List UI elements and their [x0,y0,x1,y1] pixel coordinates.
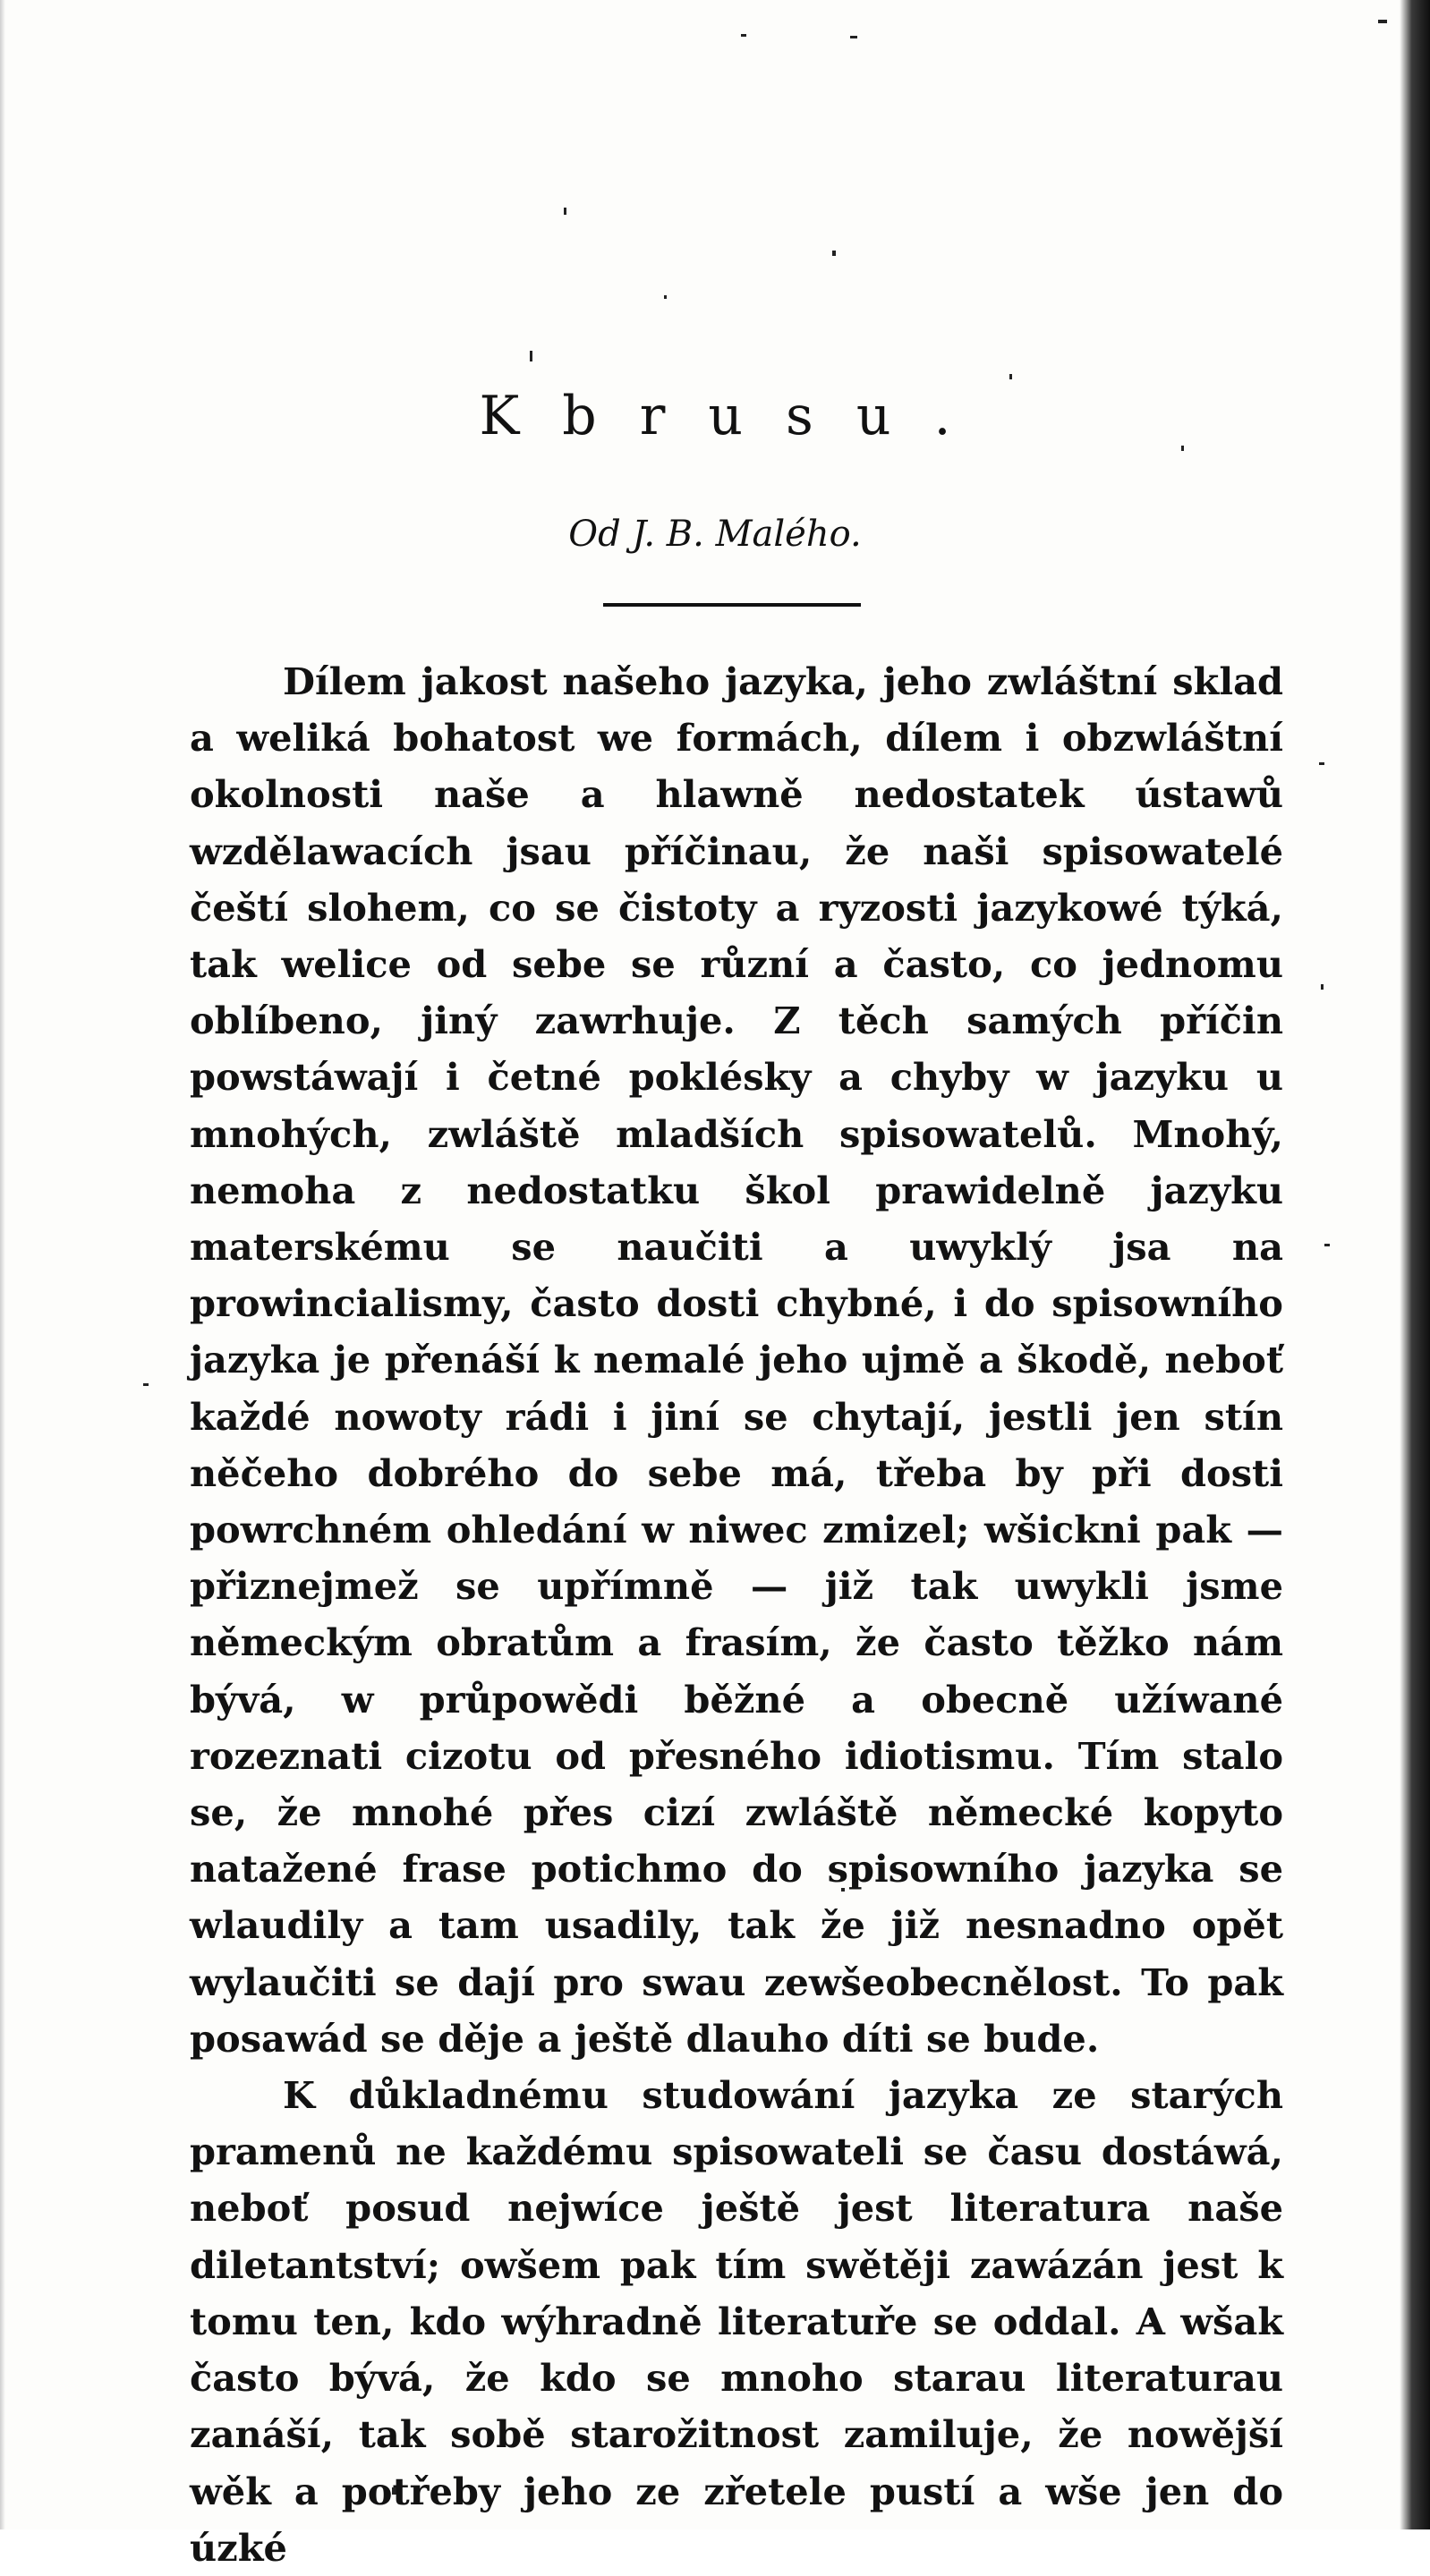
article-author: Od J. B. Malého. [568,514,862,555]
title-divider [603,603,861,607]
article-title: Kbrusu. [479,385,994,447]
page-binding-shadow [1400,0,1430,2529]
paragraph-2: K důkladnému studowání jazyka ze starých pramenů ne každému spisowateli se času dostáwá, neboť posud nejwíce ještě jest literatura naše diletantství; owšem pak tím swětěji zawázán jest k tomu ten, kdo wýhradně literatuře se oddal. A wšak často bývá, že kdo se mnoho starau literaturau zanáší, tak sobě starožitnost zamiluje, že nowější wěk a potřeby jeho ze zřetele pustí a wše jen do úzké [190,2073,1283,2570]
paragraph-1: Dílem jakost našeho jazyka, jeho zwláštní sklad a weliká bohatost we formách, dílem i obzwláštní okolnosti naše a hlawně nedostatek ústawů wzdělawacích jsau příčinau, že naši spisowatelé čeští slohem, co se čistoty a ryzosti jazykowé týká, tak welice od sebe se různí a často, co jednomu oblíbeno, jiný zawrhuje. Z těch samých příčin powstáwají i četné poklésky a chyby w jazyku u mnohých, zwláště mladších spisowatelů. Mnohý, nemoha z nedostatku škol prawidelně jazyku materskému se naučiti a uwyklý jsa na prowincialismy, často dosti chybné, i do spisowního jazyka je přenáší k nemalé jeho ujmě a škodě, neboť každé nowoty rádi i jiní se chytají, jestli jen stín něčeho dobrého do sebe má, třeba by při dosti powrchném ohledání w niwec zmizel; wšickni pak — přiznejmež se upřímně — již tak uwykli jsme německým obratům a frasím, že často těžko nám bývá, w průpowědi běžné a obecně užíwané rozeznati cizotu od přesného idiotismu. Tím stalo se, že mnohé přes cizí zwláště německé kopyto natažené frase potichmo do spisowního jazyka se wlaudily a tam usadily, tak že již nesnadno opět wylaučiti se dají pro swau zewšeobecnělost. To pak posawád se děje a ještě dlauho díti se bude. [190,659,1283,2061]
page-left-shadow [0,0,5,2529]
article-body [190,653,1283,2576]
